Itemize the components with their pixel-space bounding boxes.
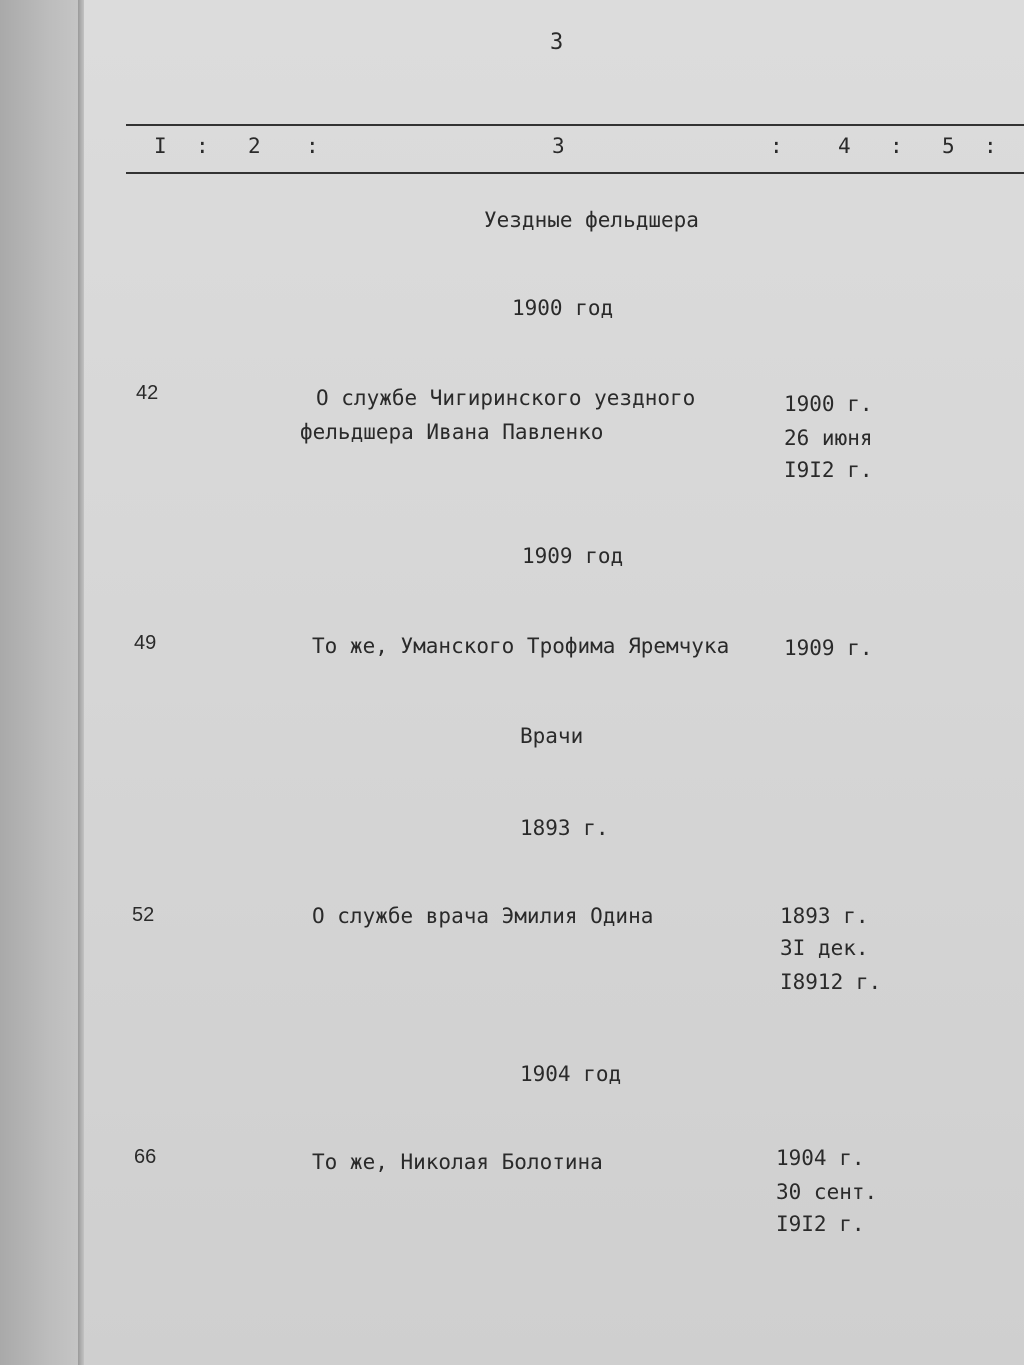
column-4-label: 4: [838, 134, 853, 158]
entry-date: 3I дек.: [780, 936, 869, 960]
year-heading: 1904 год: [520, 1062, 622, 1086]
entry-number: 66: [134, 1146, 157, 1168]
column-1-label: I: [154, 134, 169, 158]
entry-number: 49: [134, 632, 157, 654]
year-heading: 1893 г.: [520, 816, 609, 840]
column-separator: :: [770, 134, 785, 158]
column-separator: :: [984, 134, 999, 158]
column-5-label: 5: [942, 134, 957, 158]
section-title: Врачи: [520, 724, 584, 748]
entry-title-line: То же, Уманского Трофима Яремчука: [312, 634, 730, 658]
entry-date: 1904 г.: [776, 1146, 865, 1170]
entry-date: 1893 г.: [780, 904, 869, 928]
section-title: Уездные фельдшера: [484, 208, 699, 232]
entry-date: I8912 г.: [780, 970, 882, 994]
entry-date: I9I2 г.: [784, 458, 873, 482]
left-page-edge: [0, 0, 84, 1365]
column-3-label: 3: [552, 134, 567, 158]
entry-title-line: О службе врача Эмилия Одина: [312, 904, 654, 928]
entry-date: 30 сент.: [776, 1180, 878, 1204]
entry-date: 1909 г.: [784, 636, 873, 660]
entry-date: 26 июня: [784, 426, 873, 450]
year-heading: 1900 год: [512, 296, 614, 320]
column-separator: :: [890, 134, 905, 158]
entry-date: 1900 г.: [784, 392, 873, 416]
entry-title-line: О службе Чигиринского уездного: [316, 386, 696, 410]
entry-date: I9I2 г.: [776, 1212, 865, 1236]
page-number: 3: [550, 30, 564, 55]
column-header: [126, 124, 1024, 174]
entry-title-line: То же, Николая Болотина: [312, 1150, 603, 1174]
year-heading: 1909 год: [522, 544, 624, 568]
column-separator: :: [306, 134, 321, 158]
entry-number: 42: [136, 382, 159, 404]
entry-title-line: фельдшера Ивана Павленко: [300, 420, 604, 444]
entry-number: 52: [132, 904, 155, 926]
column-separator: :: [196, 134, 211, 158]
column-2-label: 2: [248, 134, 263, 158]
